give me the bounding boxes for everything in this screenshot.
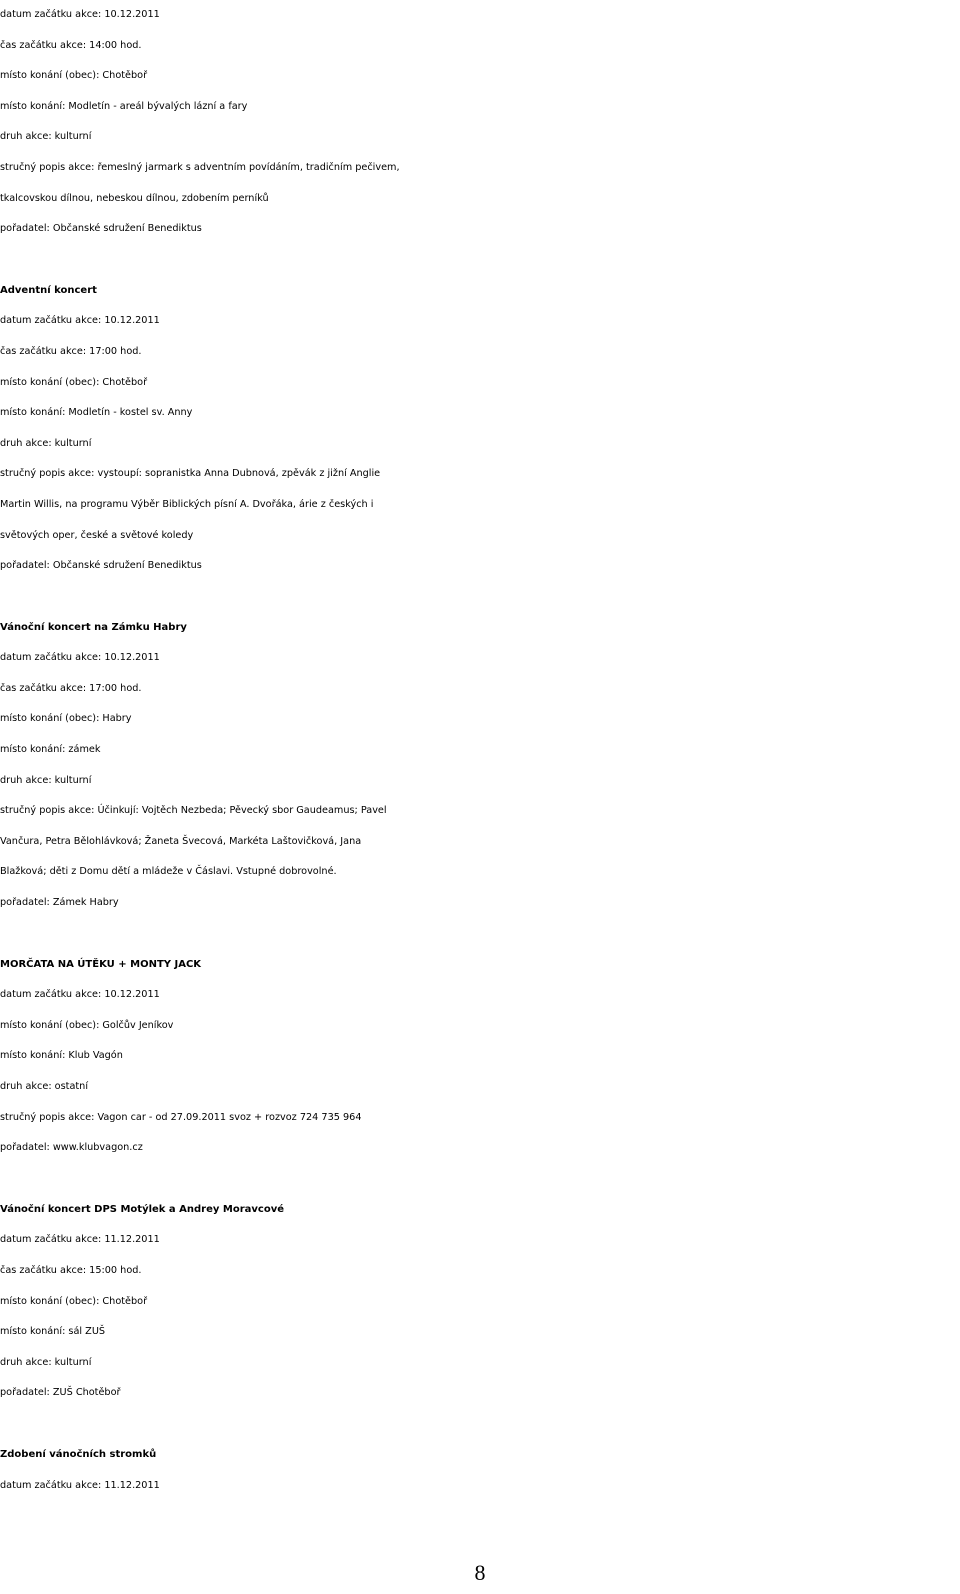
event-detail-line: stručný popis akce: řemeslný jarmark s adventním povídáním, tradičním pečivem, (0, 161, 400, 173)
page-number: 8 (474, 1560, 486, 1585)
event-detail-line: datum začátku akce: 10.12.2011 (0, 315, 160, 327)
event-detail-line: druh akce: kulturní (0, 774, 92, 786)
event-detail-line: místo konání: Klub Vagón (0, 1050, 123, 1062)
event-block (0, 276, 960, 582)
event-title: Vánoční koncert DPS Motýlek a Andrey Moravcové (0, 1203, 285, 1215)
event-detail-line: Blažková; děti z Domu dětí a mládeže v Čáslavi. Vstupné dobrovolné. (0, 866, 337, 878)
event-detail-line: Martin Willis, na programu Výběr Biblických písní A. Dvořáka, árie z českých i (0, 498, 374, 510)
event-detail-line: datum začátku akce: 10.12.2011 (0, 9, 160, 20)
event-block (0, 1440, 960, 1501)
block-spacer (0, 1164, 960, 1195)
event-block (0, 0, 960, 245)
event-detail-line: stručný popis akce: Účinkují: Vojtěch Nezbeda; Pěvecký sbor Gaudeamus; Pavel (0, 805, 387, 817)
event-detail-line: druh akce: ostatní (0, 1081, 89, 1092)
event-detail-line: pořadatel: Občanské sdružení Benediktus (0, 560, 202, 572)
event-detail-line: pořadatel: www.klubvagon.cz (0, 1142, 143, 1154)
event-block (0, 1195, 960, 1409)
event-detail-line: čas začátku akce: 15:00 hod. (0, 1264, 142, 1276)
event-title: Adventní koncert (0, 284, 97, 296)
event-detail-line: tkalcovskou dílnou, nebeskou dílnou, zdobením perníků (0, 192, 269, 204)
block-spacer (0, 582, 960, 613)
event-detail-line: místo konání: zámek (0, 744, 101, 756)
block-spacer (0, 919, 960, 950)
event-detail-line: místo konání: Modletín - areál bývalých lázní a fary (0, 100, 248, 112)
event-detail-line: stručný popis akce: Vagon car - od 27.09.2011 svoz + rozvoz 724 735 964 (0, 1111, 362, 1123)
event-detail-line: místo konání: Modletín - kostel sv. Anny (0, 407, 193, 419)
event-detail-line: místo konání (obec): Chotěboř (0, 70, 148, 82)
event-detail-line: datum začátku akce: 11.12.2011 (0, 1479, 160, 1491)
event-block (0, 613, 960, 919)
event-detail-line: pořadatel: Zámek Habry (0, 897, 119, 909)
block-spacer (0, 1409, 960, 1440)
event-detail-line: pořadatel: Občanské sdružení Benediktus (0, 223, 202, 235)
event-detail-line: druh akce: kulturní (0, 1356, 92, 1368)
event-detail-line: místo konání (obec): Chotěboř (0, 1295, 148, 1307)
event-detail-line: pořadatel: ZUŠ Chotěboř (0, 1387, 121, 1399)
event-detail-line: místo konání (obec): Golčův Jeníkov (0, 1019, 174, 1031)
event-detail-line: stručný popis akce: vystoupí: sopranistka Anna Dubnová, zpěvák z jižní Anglie (0, 468, 381, 480)
event-detail-line: čas začátku akce: 17:00 hod. (0, 345, 142, 357)
event-detail-line: čas začátku akce: 14:00 hod. (0, 39, 142, 51)
event-block (0, 950, 960, 1164)
event-detail-line: místo konání (obec): Chotěboř (0, 376, 148, 388)
event-detail-line: místo konání (obec): Habry (0, 713, 132, 725)
event-title: MORČATA NA ÚTĚKU + MONTY JACK (0, 958, 202, 970)
event-detail-line: druh akce: kulturní (0, 437, 92, 449)
event-detail-line: Vančura, Petra Bělohlávková; Žaneta Švecová, Markéta Laštovičková, Jana (0, 835, 362, 847)
event-detail-line: místo konání: sál ZUŠ (0, 1326, 106, 1338)
block-spacer (0, 245, 960, 276)
event-detail-line: světových oper, české a světové koledy (0, 529, 194, 541)
event-detail-line: datum začátku akce: 10.12.2011 (0, 989, 160, 1001)
event-detail-line: druh akce: kulturní (0, 131, 92, 143)
event-detail-line: čas začátku akce: 17:00 hod. (0, 682, 142, 694)
event-detail-line: datum začátku akce: 11.12.2011 (0, 1234, 160, 1246)
event-title: Vánoční koncert na Zámku Habry (0, 621, 187, 633)
event-detail-line: datum začátku akce: 10.12.2011 (0, 652, 160, 664)
event-title: Zdobení vánočních stromků (0, 1448, 157, 1460)
